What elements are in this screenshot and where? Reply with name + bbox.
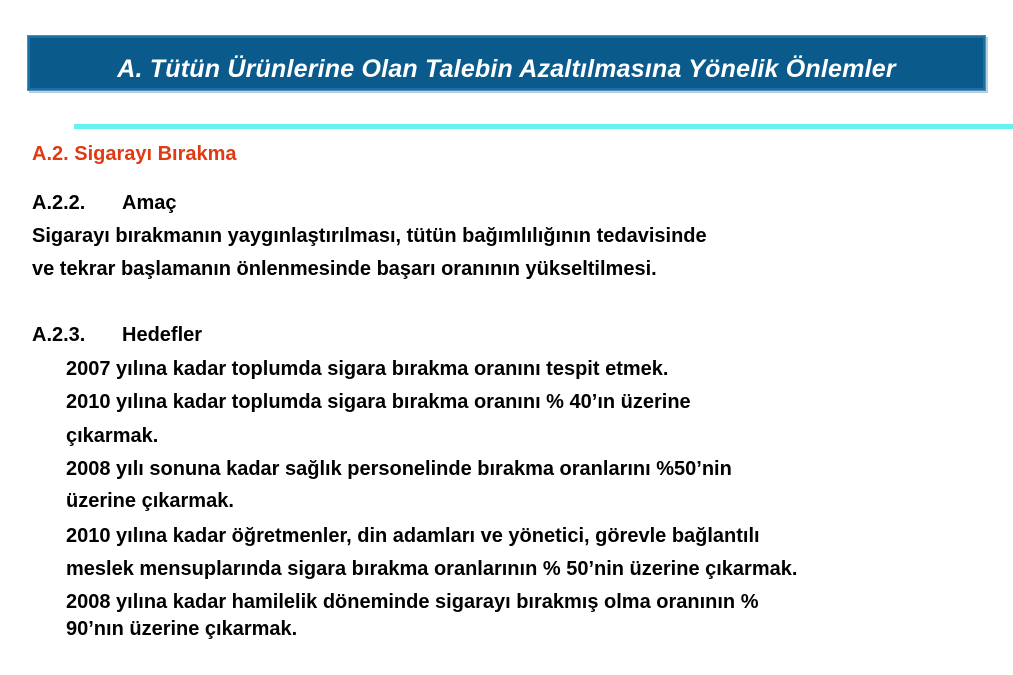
hedef-line-8: 2008 yılına kadar hamilelik döneminde sigarayı bırakmış olma oranının % (66, 591, 759, 613)
title-bar (27, 35, 986, 91)
hedef-line-1: 2007 yılına kadar toplumda sigara bırakma oranını tespit etmek. (66, 358, 669, 380)
hedef-line-7: meslek mensuplarında sigara bırakma oranlarının % 50’nin üzerine çıkarmak. (66, 558, 798, 580)
amac-line-1: Sigarayı bırakmanın yaygınlaştırılması, tütün bağımlılığının tedavisinde (32, 225, 707, 247)
hedefler-number: A.2.3. (32, 324, 86, 346)
hedef-line-6: 2010 yılına kadar öğretmenler, din adamları ve yönetici, görevle bağlantılı (66, 525, 760, 547)
hedef-line-9: 90’nın üzerine çıkarmak. (66, 618, 298, 640)
section-title: A.2. Sigarayı Bırakma (32, 143, 237, 165)
hedef-line-2: 2010 yılına kadar toplumda sigara bırakma oranını % 40’ın üzerine (66, 391, 691, 413)
hedefler-heading-row (32, 323, 202, 347)
amac-heading-row (32, 191, 176, 215)
divider-line (74, 124, 1013, 129)
hedef-line-5: üzerine çıkarmak. (66, 490, 234, 512)
hedefler-heading: Hedefler (122, 324, 203, 346)
amac-heading: Amaç (122, 192, 177, 214)
hedef-line-4: 2008 yılı sonuna kadar sağlık personelinde bırakma oranlarını %50’nin (66, 458, 732, 480)
page-title: A. Tütün Ürünlerine Olan Talebin Azaltılmasına Yönelik Önlemler (117, 55, 896, 83)
amac-line-2: ve tekrar başlamanın önlenmesinde başarı oranının yükseltilmesi. (32, 258, 657, 280)
amac-number: A.2.2. (32, 192, 86, 214)
hedef-line-3: çıkarmak. (66, 425, 159, 447)
